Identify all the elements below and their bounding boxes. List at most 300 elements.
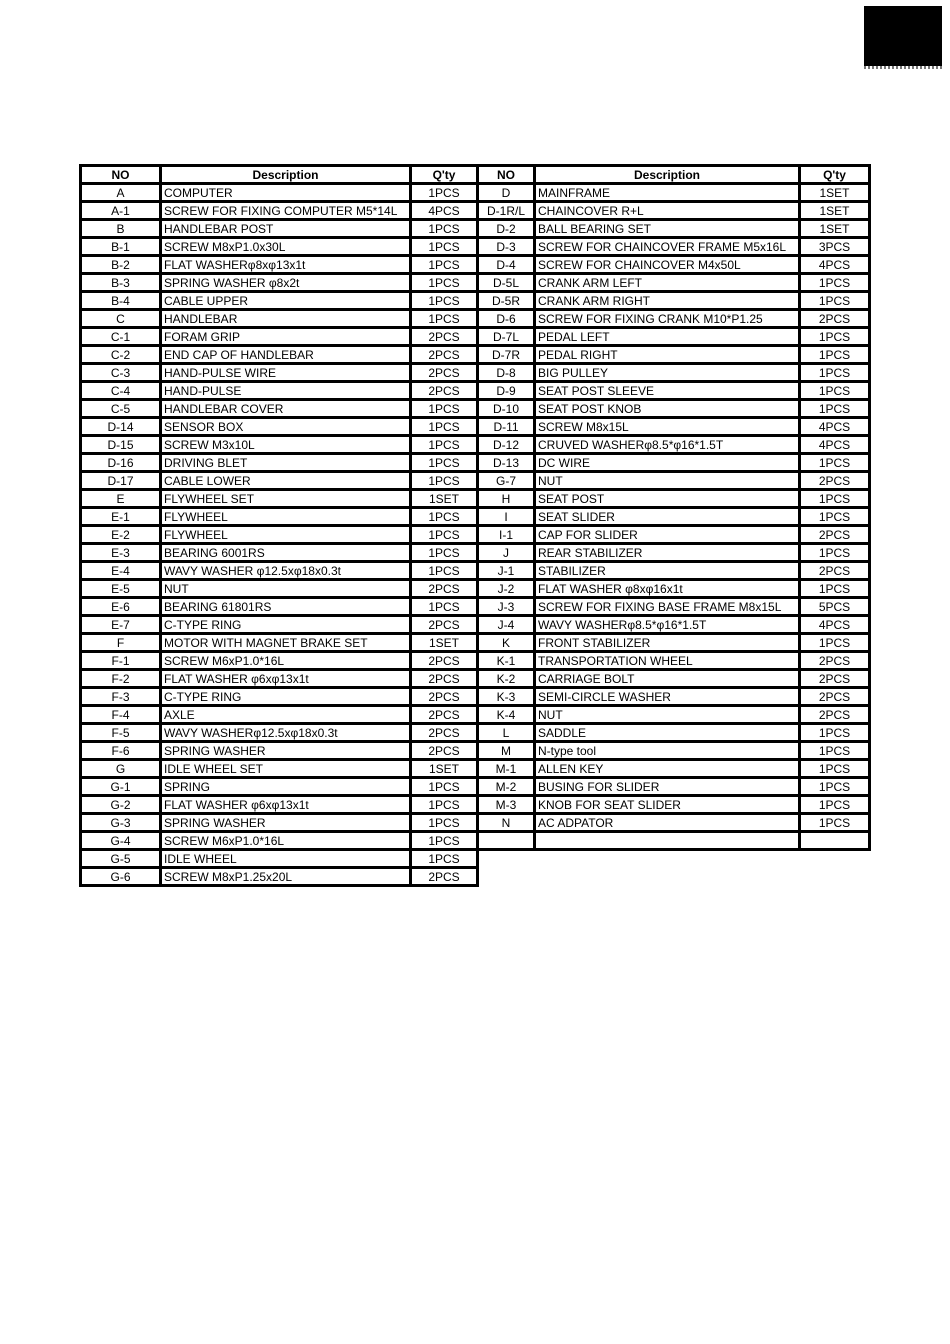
part-number: F-3	[81, 688, 161, 706]
part-description: END CAP OF HANDLEBAR	[161, 346, 411, 364]
part-number: D-6	[478, 310, 535, 328]
part-number: D	[478, 184, 535, 202]
header-description: Description	[161, 166, 411, 184]
part-number: D-2	[478, 220, 535, 238]
part-quantity: 1SET	[800, 220, 870, 238]
part-number: D-11	[478, 418, 535, 436]
part-number: M-1	[478, 760, 535, 778]
table-row	[478, 490, 870, 508]
table-row	[81, 760, 478, 778]
part-description: DRIVING BLET	[161, 454, 411, 472]
table-row	[478, 562, 870, 580]
part-quantity: 1PCS	[411, 184, 478, 202]
table-row	[81, 472, 478, 490]
part-number: K	[478, 634, 535, 652]
part-number: D-5R	[478, 292, 535, 310]
part-quantity: 1SET	[411, 490, 478, 508]
part-quantity: 2PCS	[411, 346, 478, 364]
part-quantity: 1PCS	[411, 544, 478, 562]
part-number: M	[478, 742, 535, 760]
part-description: MAINFRAME	[535, 184, 800, 202]
part-number: E-5	[81, 580, 161, 598]
part-quantity: 1PCS	[411, 472, 478, 490]
part-description: FLAT WASHER φ6xφ13x1t	[161, 796, 411, 814]
table-row	[81, 220, 478, 238]
part-description: IDLE WHEEL SET	[161, 760, 411, 778]
part-number: D-10	[478, 400, 535, 418]
table-row	[81, 832, 478, 850]
part-number: B-4	[81, 292, 161, 310]
part-number: G-3	[81, 814, 161, 832]
table-row	[478, 616, 870, 634]
part-quantity: 2PCS	[411, 868, 478, 886]
part-quantity: 2PCS	[411, 670, 478, 688]
table-row	[81, 796, 478, 814]
part-description: ALLEN KEY	[535, 760, 800, 778]
part-quantity: 2PCS	[800, 562, 870, 580]
table-row	[478, 652, 870, 670]
table-row	[478, 526, 870, 544]
table-row	[478, 364, 870, 382]
part-quantity: 4PCS	[800, 418, 870, 436]
part-description: SCREW M6xP1.0*16L	[161, 652, 411, 670]
part-description: FLAT WASHER φ6xφ13x1t	[161, 670, 411, 688]
part-description: SCREW M3x10L	[161, 436, 411, 454]
table-row	[81, 490, 478, 508]
part-number: I	[478, 508, 535, 526]
part-quantity: 5PCS	[800, 598, 870, 616]
part-number: G-7	[478, 472, 535, 490]
part-quantity: 1PCS	[800, 580, 870, 598]
part-description: BUSING FOR SLIDER	[535, 778, 800, 796]
part-quantity: 1PCS	[411, 220, 478, 238]
part-quantity: 2PCS	[411, 652, 478, 670]
part-quantity: 1PCS	[411, 526, 478, 544]
part-quantity: 1PCS	[800, 454, 870, 472]
part-number: J	[478, 544, 535, 562]
part-description: SCREW FOR CHAINCOVER FRAME M5x16L	[535, 238, 800, 256]
part-description: SEAT SLIDER	[535, 508, 800, 526]
part-number: E-2	[81, 526, 161, 544]
part-quantity: 1PCS	[411, 436, 478, 454]
table-row	[478, 742, 870, 760]
part-quantity: 1PCS	[800, 778, 870, 796]
table-row	[478, 508, 870, 526]
part-quantity: 1SET	[411, 634, 478, 652]
part-number: D-13	[478, 454, 535, 472]
part-number: F	[81, 634, 161, 652]
part-quantity: 1SET	[800, 184, 870, 202]
part-quantity: 1PCS	[411, 400, 478, 418]
part-quantity: 1PCS	[411, 832, 478, 850]
part-number: B-3	[81, 274, 161, 292]
part-description: CRANK ARM LEFT	[535, 274, 800, 292]
part-description: FORAM GRIP	[161, 328, 411, 346]
part-number: F-5	[81, 724, 161, 742]
part-description: SEMI-CIRCLE WASHER	[535, 688, 800, 706]
part-number: I-1	[478, 526, 535, 544]
table-row	[478, 238, 870, 256]
part-quantity: 1SET	[411, 760, 478, 778]
part-quantity: 2PCS	[411, 382, 478, 400]
part-quantity: 1PCS	[411, 778, 478, 796]
table-row	[478, 400, 870, 418]
part-quantity: 2PCS	[800, 526, 870, 544]
part-description: BALL BEARING SET	[535, 220, 800, 238]
part-number: G-2	[81, 796, 161, 814]
part-number: J-2	[478, 580, 535, 598]
part-description: FLYWHEEL	[161, 508, 411, 526]
part-description: SCREW FOR FIXING CRANK M10*P1.25	[535, 310, 800, 328]
table-row	[81, 274, 478, 292]
part-quantity	[800, 832, 870, 850]
table-row	[478, 760, 870, 778]
table-row	[478, 472, 870, 490]
part-description: SCREW M8xP1.25x20L	[161, 868, 411, 886]
part-quantity: 1PCS	[411, 814, 478, 832]
part-quantity: 1PCS	[411, 508, 478, 526]
header-no: NO	[81, 166, 161, 184]
part-description: NUT	[161, 580, 411, 598]
part-quantity: 1PCS	[800, 400, 870, 418]
part-description: KNOB FOR SEAT SLIDER	[535, 796, 800, 814]
part-number: F-4	[81, 706, 161, 724]
part-description: TRANSPORTATION WHEEL	[535, 652, 800, 670]
part-quantity: 1PCS	[800, 364, 870, 382]
table-row	[478, 310, 870, 328]
table-row	[81, 670, 478, 688]
table-row	[81, 598, 478, 616]
part-number: B	[81, 220, 161, 238]
part-quantity: 3PCS	[800, 238, 870, 256]
part-quantity: 4PCS	[800, 256, 870, 274]
part-number: F-6	[81, 742, 161, 760]
table-row	[478, 832, 870, 850]
part-number: E-1	[81, 508, 161, 526]
header-row	[81, 166, 478, 184]
table-row	[81, 724, 478, 742]
table-row	[478, 580, 870, 598]
part-description: FLAT WASHERφ8xφ13x1t	[161, 256, 411, 274]
part-quantity: 1PCS	[800, 814, 870, 832]
part-quantity: 1PCS	[800, 742, 870, 760]
table-row	[478, 724, 870, 742]
table-row	[478, 670, 870, 688]
part-description: SADDLE	[535, 724, 800, 742]
part-quantity: 1PCS	[800, 328, 870, 346]
header-no: NO	[478, 166, 535, 184]
part-quantity: 1PCS	[800, 508, 870, 526]
table-row	[81, 526, 478, 544]
part-quantity: 1PCS	[411, 310, 478, 328]
part-number: C-2	[81, 346, 161, 364]
table-row	[81, 652, 478, 670]
part-number: D-7R	[478, 346, 535, 364]
part-number: E-6	[81, 598, 161, 616]
part-number: D-7L	[478, 328, 535, 346]
part-quantity: 1PCS	[800, 292, 870, 310]
table-row	[81, 310, 478, 328]
table-row	[478, 274, 870, 292]
part-quantity: 2PCS	[411, 364, 478, 382]
table-row	[478, 454, 870, 472]
table-row	[81, 436, 478, 454]
table-row	[81, 292, 478, 310]
part-description: BEARING 6001RS	[161, 544, 411, 562]
part-description: IDLE WHEEL	[161, 850, 411, 868]
part-number: M-2	[478, 778, 535, 796]
table-row	[81, 814, 478, 832]
part-number: D-8	[478, 364, 535, 382]
table-row	[81, 256, 478, 274]
table-row	[81, 634, 478, 652]
part-description: SPRING WASHER φ8x2t	[161, 274, 411, 292]
page-corner-tab	[864, 6, 942, 66]
part-description: FLAT WASHER φ8xφ16x1t	[535, 580, 800, 598]
part-description: BIG PULLEY	[535, 364, 800, 382]
part-quantity: 2PCS	[800, 472, 870, 490]
part-number: G-1	[81, 778, 161, 796]
table-row	[478, 346, 870, 364]
part-quantity: 2PCS	[800, 652, 870, 670]
table-row	[81, 184, 478, 202]
table-row	[478, 778, 870, 796]
part-description: DC WIRE	[535, 454, 800, 472]
table-row	[81, 202, 478, 220]
part-quantity: 2PCS	[411, 706, 478, 724]
part-quantity: 2PCS	[800, 706, 870, 724]
part-description: SCREW M8xP1.0x30L	[161, 238, 411, 256]
part-quantity: 2PCS	[411, 328, 478, 346]
part-quantity: 1SET	[800, 202, 870, 220]
part-description: CARRIAGE BOLT	[535, 670, 800, 688]
part-description: SPRING WASHER	[161, 814, 411, 832]
part-description: HANDLEBAR	[161, 310, 411, 328]
table-row	[478, 184, 870, 202]
header-qty: Q'ty	[800, 166, 870, 184]
table-row	[478, 688, 870, 706]
parts-list-right	[476, 164, 871, 851]
part-description: WAVY WASHER φ12.5xφ18x0.3t	[161, 562, 411, 580]
part-description: PEDAL LEFT	[535, 328, 800, 346]
part-description: C-TYPE RING	[161, 688, 411, 706]
part-number: J-4	[478, 616, 535, 634]
part-description: SEAT POST SLEEVE	[535, 382, 800, 400]
part-number	[478, 832, 535, 850]
part-quantity: 1PCS	[800, 274, 870, 292]
part-description: SPRING WASHER	[161, 742, 411, 760]
part-quantity: 1PCS	[411, 796, 478, 814]
part-number: K-4	[478, 706, 535, 724]
table-row	[478, 814, 870, 832]
part-number: M-3	[478, 796, 535, 814]
part-description: NUT	[535, 706, 800, 724]
table-row	[478, 418, 870, 436]
part-description: HAND-PULSE	[161, 382, 411, 400]
table-row	[81, 328, 478, 346]
table-row	[478, 382, 870, 400]
header-qty: Q'ty	[411, 166, 478, 184]
part-description: BEARING 61801RS	[161, 598, 411, 616]
table-row	[478, 544, 870, 562]
table-row	[81, 562, 478, 580]
part-quantity: 1PCS	[800, 634, 870, 652]
part-quantity: 2PCS	[411, 742, 478, 760]
part-quantity: 1PCS	[411, 418, 478, 436]
part-quantity: 2PCS	[800, 310, 870, 328]
table-row	[478, 634, 870, 652]
table-row	[478, 328, 870, 346]
part-description: NUT	[535, 472, 800, 490]
part-number: D-14	[81, 418, 161, 436]
table-row	[81, 688, 478, 706]
part-description: SENSOR BOX	[161, 418, 411, 436]
part-description: SCREW FOR CHAINCOVER M4x50L	[535, 256, 800, 274]
part-quantity: 2PCS	[800, 688, 870, 706]
table-row	[81, 580, 478, 598]
part-description: PEDAL RIGHT	[535, 346, 800, 364]
part-description: CHAINCOVER R+L	[535, 202, 800, 220]
part-quantity: 1PCS	[800, 382, 870, 400]
part-number: D-9	[478, 382, 535, 400]
part-number: G-5	[81, 850, 161, 868]
part-number: D-5L	[478, 274, 535, 292]
part-description: REAR STABILIZER	[535, 544, 800, 562]
part-number: J-1	[478, 562, 535, 580]
table-row	[81, 868, 478, 886]
part-number: C-5	[81, 400, 161, 418]
part-number: D-3	[478, 238, 535, 256]
table-row	[81, 742, 478, 760]
part-quantity: 1PCS	[800, 544, 870, 562]
part-description: HAND-PULSE WIRE	[161, 364, 411, 382]
table-row	[81, 454, 478, 472]
table-row	[478, 256, 870, 274]
part-quantity: 4PCS	[800, 616, 870, 634]
part-description: FRONT STABILIZER	[535, 634, 800, 652]
part-number: H	[478, 490, 535, 508]
part-quantity: 2PCS	[411, 688, 478, 706]
part-number: D-17	[81, 472, 161, 490]
part-quantity: 1PCS	[411, 598, 478, 616]
part-number: E	[81, 490, 161, 508]
table-row	[478, 220, 870, 238]
part-quantity: 1PCS	[411, 238, 478, 256]
table-row	[81, 418, 478, 436]
part-number: A	[81, 184, 161, 202]
table-row	[81, 706, 478, 724]
part-description: CABLE LOWER	[161, 472, 411, 490]
table-row	[81, 382, 478, 400]
part-description: CRUVED WASHERφ8.5*φ16*1.5T	[535, 436, 800, 454]
part-number: K-2	[478, 670, 535, 688]
table-row	[81, 238, 478, 256]
part-number: B-2	[81, 256, 161, 274]
part-quantity: 1PCS	[411, 256, 478, 274]
page-corner-tab-shadow	[864, 66, 942, 69]
header-row	[478, 166, 870, 184]
table-row	[81, 508, 478, 526]
part-number: K-3	[478, 688, 535, 706]
part-quantity: 2PCS	[411, 724, 478, 742]
part-description: N-type tool	[535, 742, 800, 760]
part-quantity: 1PCS	[411, 562, 478, 580]
part-description: SEAT POST	[535, 490, 800, 508]
part-quantity: 1PCS	[411, 292, 478, 310]
part-description: SCREW M6xP1.0*16L	[161, 832, 411, 850]
part-number: E-7	[81, 616, 161, 634]
part-description: CRANK ARM RIGHT	[535, 292, 800, 310]
part-number: D-12	[478, 436, 535, 454]
part-description: WAVY WASHERφ12.5xφ18x0.3t	[161, 724, 411, 742]
part-description: SCREW FOR FIXING COMPUTER M5*14L	[161, 202, 411, 220]
part-number: G-6	[81, 868, 161, 886]
table-row	[478, 706, 870, 724]
part-quantity: 1PCS	[800, 760, 870, 778]
part-quantity: 1PCS	[800, 490, 870, 508]
part-description: HANDLEBAR COVER	[161, 400, 411, 418]
part-number: E-4	[81, 562, 161, 580]
part-description: HANDLEBAR POST	[161, 220, 411, 238]
part-quantity: 1PCS	[411, 454, 478, 472]
part-quantity: 4PCS	[800, 436, 870, 454]
part-description: MOTOR WITH MAGNET BRAKE SET	[161, 634, 411, 652]
part-quantity: 1PCS	[800, 724, 870, 742]
table-row	[81, 346, 478, 364]
header-description: Description	[535, 166, 800, 184]
part-quantity: 2PCS	[411, 616, 478, 634]
part-number: D-15	[81, 436, 161, 454]
table-row	[81, 778, 478, 796]
part-number: C-1	[81, 328, 161, 346]
part-description: STABILIZER	[535, 562, 800, 580]
part-quantity: 1PCS	[800, 796, 870, 814]
part-number: C	[81, 310, 161, 328]
part-number: F-2	[81, 670, 161, 688]
part-number: E-3	[81, 544, 161, 562]
part-number: C-4	[81, 382, 161, 400]
part-description: WAVY WASHERφ8.5*φ16*1.5T	[535, 616, 800, 634]
part-number: L	[478, 724, 535, 742]
part-number: G	[81, 760, 161, 778]
table-row	[81, 850, 478, 868]
table-row	[81, 544, 478, 562]
part-number: K-1	[478, 652, 535, 670]
part-number: J-3	[478, 598, 535, 616]
parts-list-left	[79, 164, 479, 887]
part-description: CABLE UPPER	[161, 292, 411, 310]
table-row	[478, 598, 870, 616]
part-number: G-4	[81, 832, 161, 850]
part-quantity: 2PCS	[800, 670, 870, 688]
part-description: FLYWHEEL SET	[161, 490, 411, 508]
part-number: B-1	[81, 238, 161, 256]
part-number: F-1	[81, 652, 161, 670]
part-description: AC ADPATOR	[535, 814, 800, 832]
table-row	[81, 364, 478, 382]
part-quantity: 4PCS	[411, 202, 478, 220]
table-row	[81, 400, 478, 418]
part-description: CAP FOR SLIDER	[535, 526, 800, 544]
part-number: D-4	[478, 256, 535, 274]
part-description: COMPUTER	[161, 184, 411, 202]
table-row	[478, 796, 870, 814]
part-number: D-16	[81, 454, 161, 472]
part-description: AXLE	[161, 706, 411, 724]
part-description: SCREW M8x15L	[535, 418, 800, 436]
part-number: N	[478, 814, 535, 832]
part-quantity: 1PCS	[411, 274, 478, 292]
